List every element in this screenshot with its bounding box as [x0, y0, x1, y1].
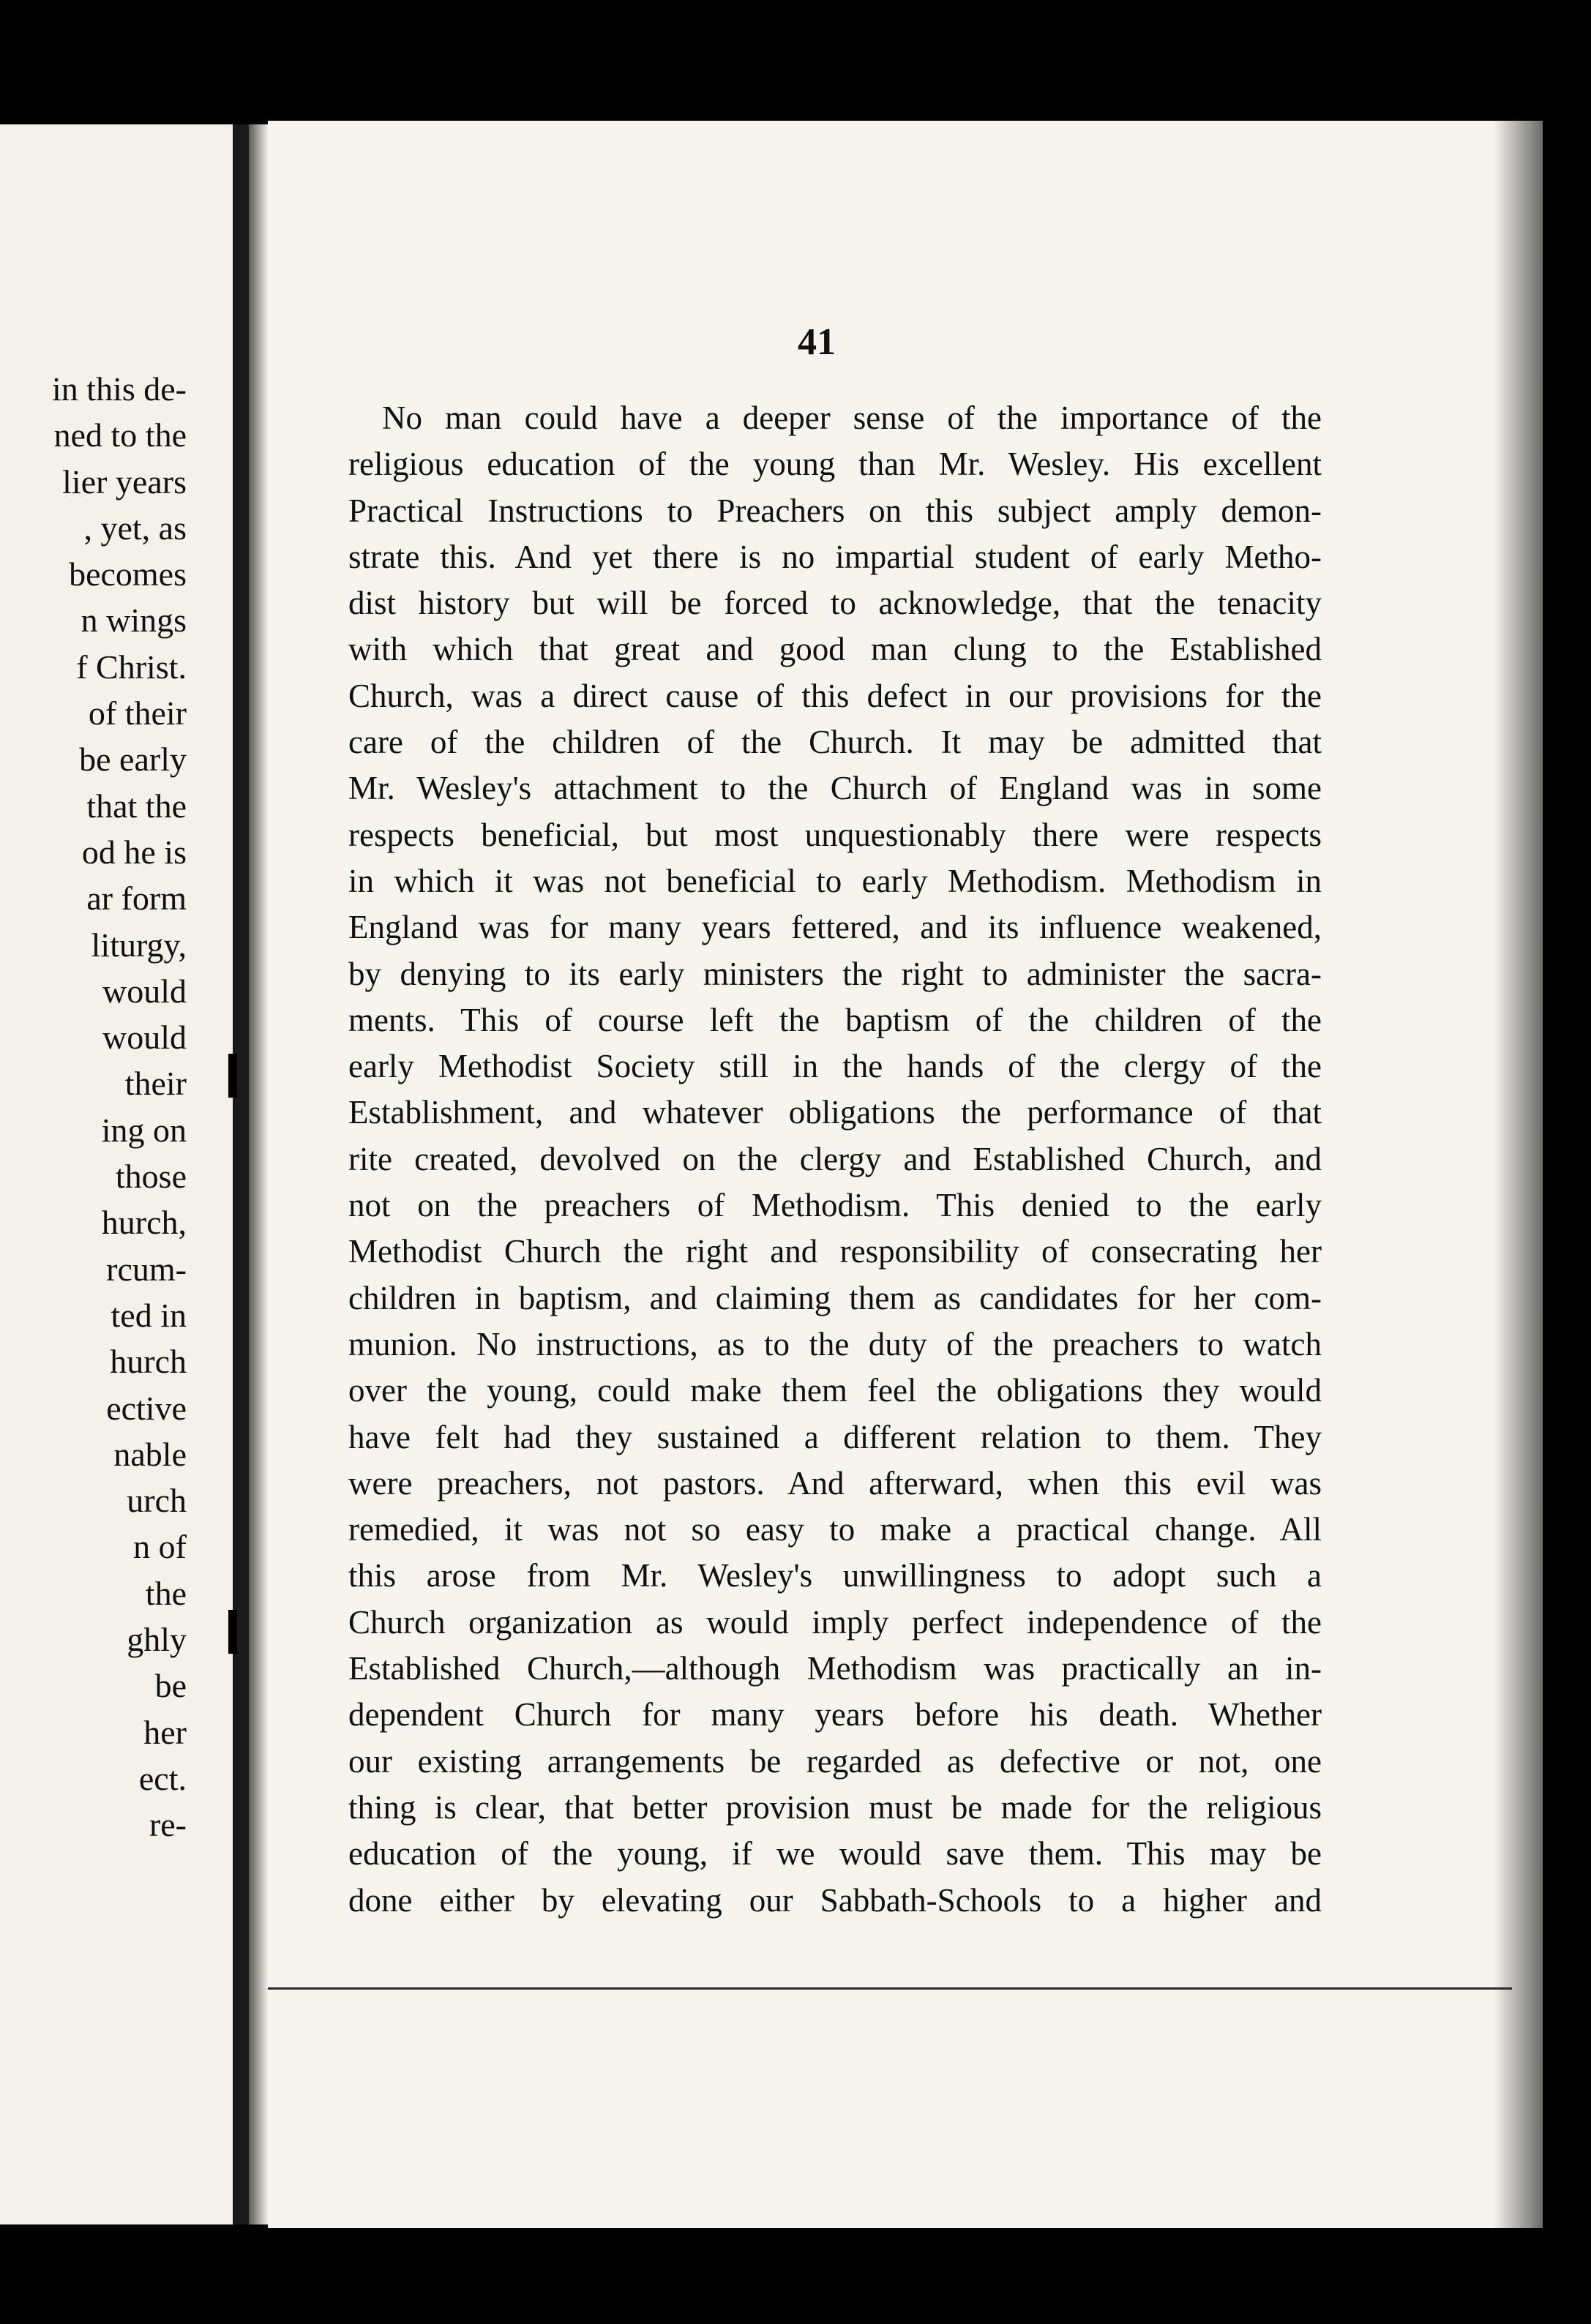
- text-line: respects beneficial, but most unquestionably there were respects: [348, 816, 1322, 853]
- facing-page-line: be early: [79, 741, 187, 779]
- text-line: this arose from Mr. Wesley's unwillingness to adopt such a: [348, 1557, 1322, 1594]
- facing-page-line: liturgy,: [91, 926, 187, 964]
- text-line: in which it was not beneficial to early Methodism. Methodism in: [348, 862, 1322, 899]
- facing-page-line: her: [143, 1713, 187, 1751]
- text-line: religious education of the young than Mr. Wesley. His excellent: [348, 446, 1322, 483]
- text-line: dependent Church for many years before his death. Whether: [348, 1696, 1322, 1733]
- facing-page-line: ted in: [111, 1296, 187, 1334]
- text-line: Practical Instructions to Preachers on this subject amply demon-: [348, 492, 1322, 529]
- text-line: were preachers, not pastors. And afterward, when this evil was: [348, 1464, 1322, 1502]
- binding-clip-mark: [228, 1610, 237, 1654]
- facing-page-line: that the: [86, 787, 187, 825]
- page-edge-shadow: [1493, 121, 1543, 2228]
- text-line: thing is clear, that better provision must be made for the religious: [348, 1788, 1322, 1826]
- facing-page-text: [0, 366, 187, 1848]
- text-line: Mr. Wesley's attachment to the Church of England was in some: [348, 770, 1322, 807]
- text-line: have felt had they sustained a different relation to them. They: [348, 1418, 1322, 1455]
- facing-page-line: ar form: [86, 880, 187, 918]
- text-line: early Methodist Society still in the hands of the clergy of the: [348, 1048, 1322, 1085]
- facing-page-line: those: [115, 1158, 187, 1196]
- facing-page: [0, 124, 233, 2224]
- facing-page-line: rcum-: [106, 1250, 187, 1288]
- facing-page-line: their: [124, 1065, 187, 1103]
- facing-page-line: becomes: [69, 555, 187, 593]
- text-line: our existing arrangements be regarded as defective or not, one: [348, 1742, 1322, 1780]
- facing-page-line: be: [154, 1667, 187, 1705]
- book-spine: [233, 124, 249, 2224]
- text-line: with which that great and good man clung to the Established: [348, 631, 1322, 668]
- text-line: Established Church,—although Methodism was practically an in-: [348, 1650, 1322, 1687]
- facing-page-line: ective: [106, 1389, 187, 1427]
- facing-page-line: the: [145, 1574, 187, 1612]
- text-line: munion. No instructions, as to the duty of the preachers to watch: [348, 1325, 1322, 1362]
- text-line: over the young, could make them feel the obligations they would: [348, 1372, 1322, 1409]
- text-line: dist history but will be forced to acknowledge, that the tenacity: [348, 585, 1322, 622]
- text-line: by denying to its early ministers the right to administer the sacra-: [348, 955, 1322, 992]
- facing-page-line: would: [102, 1019, 187, 1057]
- facing-page-line: of their: [88, 694, 187, 732]
- text-line: remedied, it was not so easy to make a practical change. All: [348, 1511, 1322, 1548]
- gutter-shadow: [249, 124, 268, 2224]
- facing-page-line: n of: [133, 1528, 187, 1566]
- facing-page-line: lier years: [62, 462, 187, 501]
- text-line: rite created, devolved on the clergy and Established Church, and: [348, 1140, 1322, 1177]
- text-line: done either by elevating our Sabbath-Schools to a higher and: [348, 1881, 1322, 1919]
- text-line: education of the young, if we would save them. This may be: [348, 1835, 1322, 1873]
- text-line: Church organization as would imply perfect independence of the: [348, 1603, 1322, 1641]
- text-line: strate this. And yet there is no impartial student of early Metho-: [348, 538, 1322, 575]
- text-line: No man could have a deeper sense of the importance of the: [382, 400, 1322, 436]
- facing-page-line: hurch: [110, 1343, 187, 1381]
- text-line: ments. This of course left the baptism of the children of the: [348, 1001, 1322, 1038]
- text-line: Church, was a direct cause of this defect in our provisions for the: [348, 677, 1322, 714]
- body-text: [348, 395, 1322, 1924]
- page-number: 41: [798, 321, 836, 363]
- facing-page-line: in this de-: [52, 370, 187, 408]
- facing-page-line: f Christ.: [76, 648, 187, 686]
- facing-page-line: nable: [113, 1435, 187, 1473]
- facing-page-line: ing on: [101, 1111, 187, 1149]
- facing-page-line: would: [102, 972, 187, 1010]
- text-line: England was for many years fettered, and its influence weakened,: [348, 909, 1322, 946]
- text-line: care of the children of the Church. It may be admitted that: [348, 724, 1322, 761]
- facing-page-line: re-: [149, 1806, 187, 1844]
- facing-page-line: n wings: [81, 601, 187, 640]
- binding-clip-mark: [228, 1054, 237, 1098]
- facing-page-line: ghly: [127, 1621, 187, 1659]
- facing-page-line: hurch,: [101, 1204, 187, 1242]
- text-line: children in baptism, and claiming them as candidates for her com-: [348, 1279, 1322, 1316]
- facing-page-line: od he is: [81, 833, 187, 871]
- facing-page-line: ned to the: [53, 416, 187, 454]
- facing-page-line: , yet, as: [83, 509, 187, 547]
- text-line: not on the preachers of Methodism. This denied to the early: [348, 1187, 1322, 1224]
- facing-page-line: urch: [127, 1482, 187, 1520]
- text-line: Establishment, and whatever obligations the performance of that: [348, 1094, 1322, 1131]
- facing-page-line: ect.: [138, 1759, 187, 1797]
- bottom-rule: [268, 1987, 1512, 1990]
- text-line: Methodist Church the right and responsibility of consecrating her: [348, 1233, 1322, 1270]
